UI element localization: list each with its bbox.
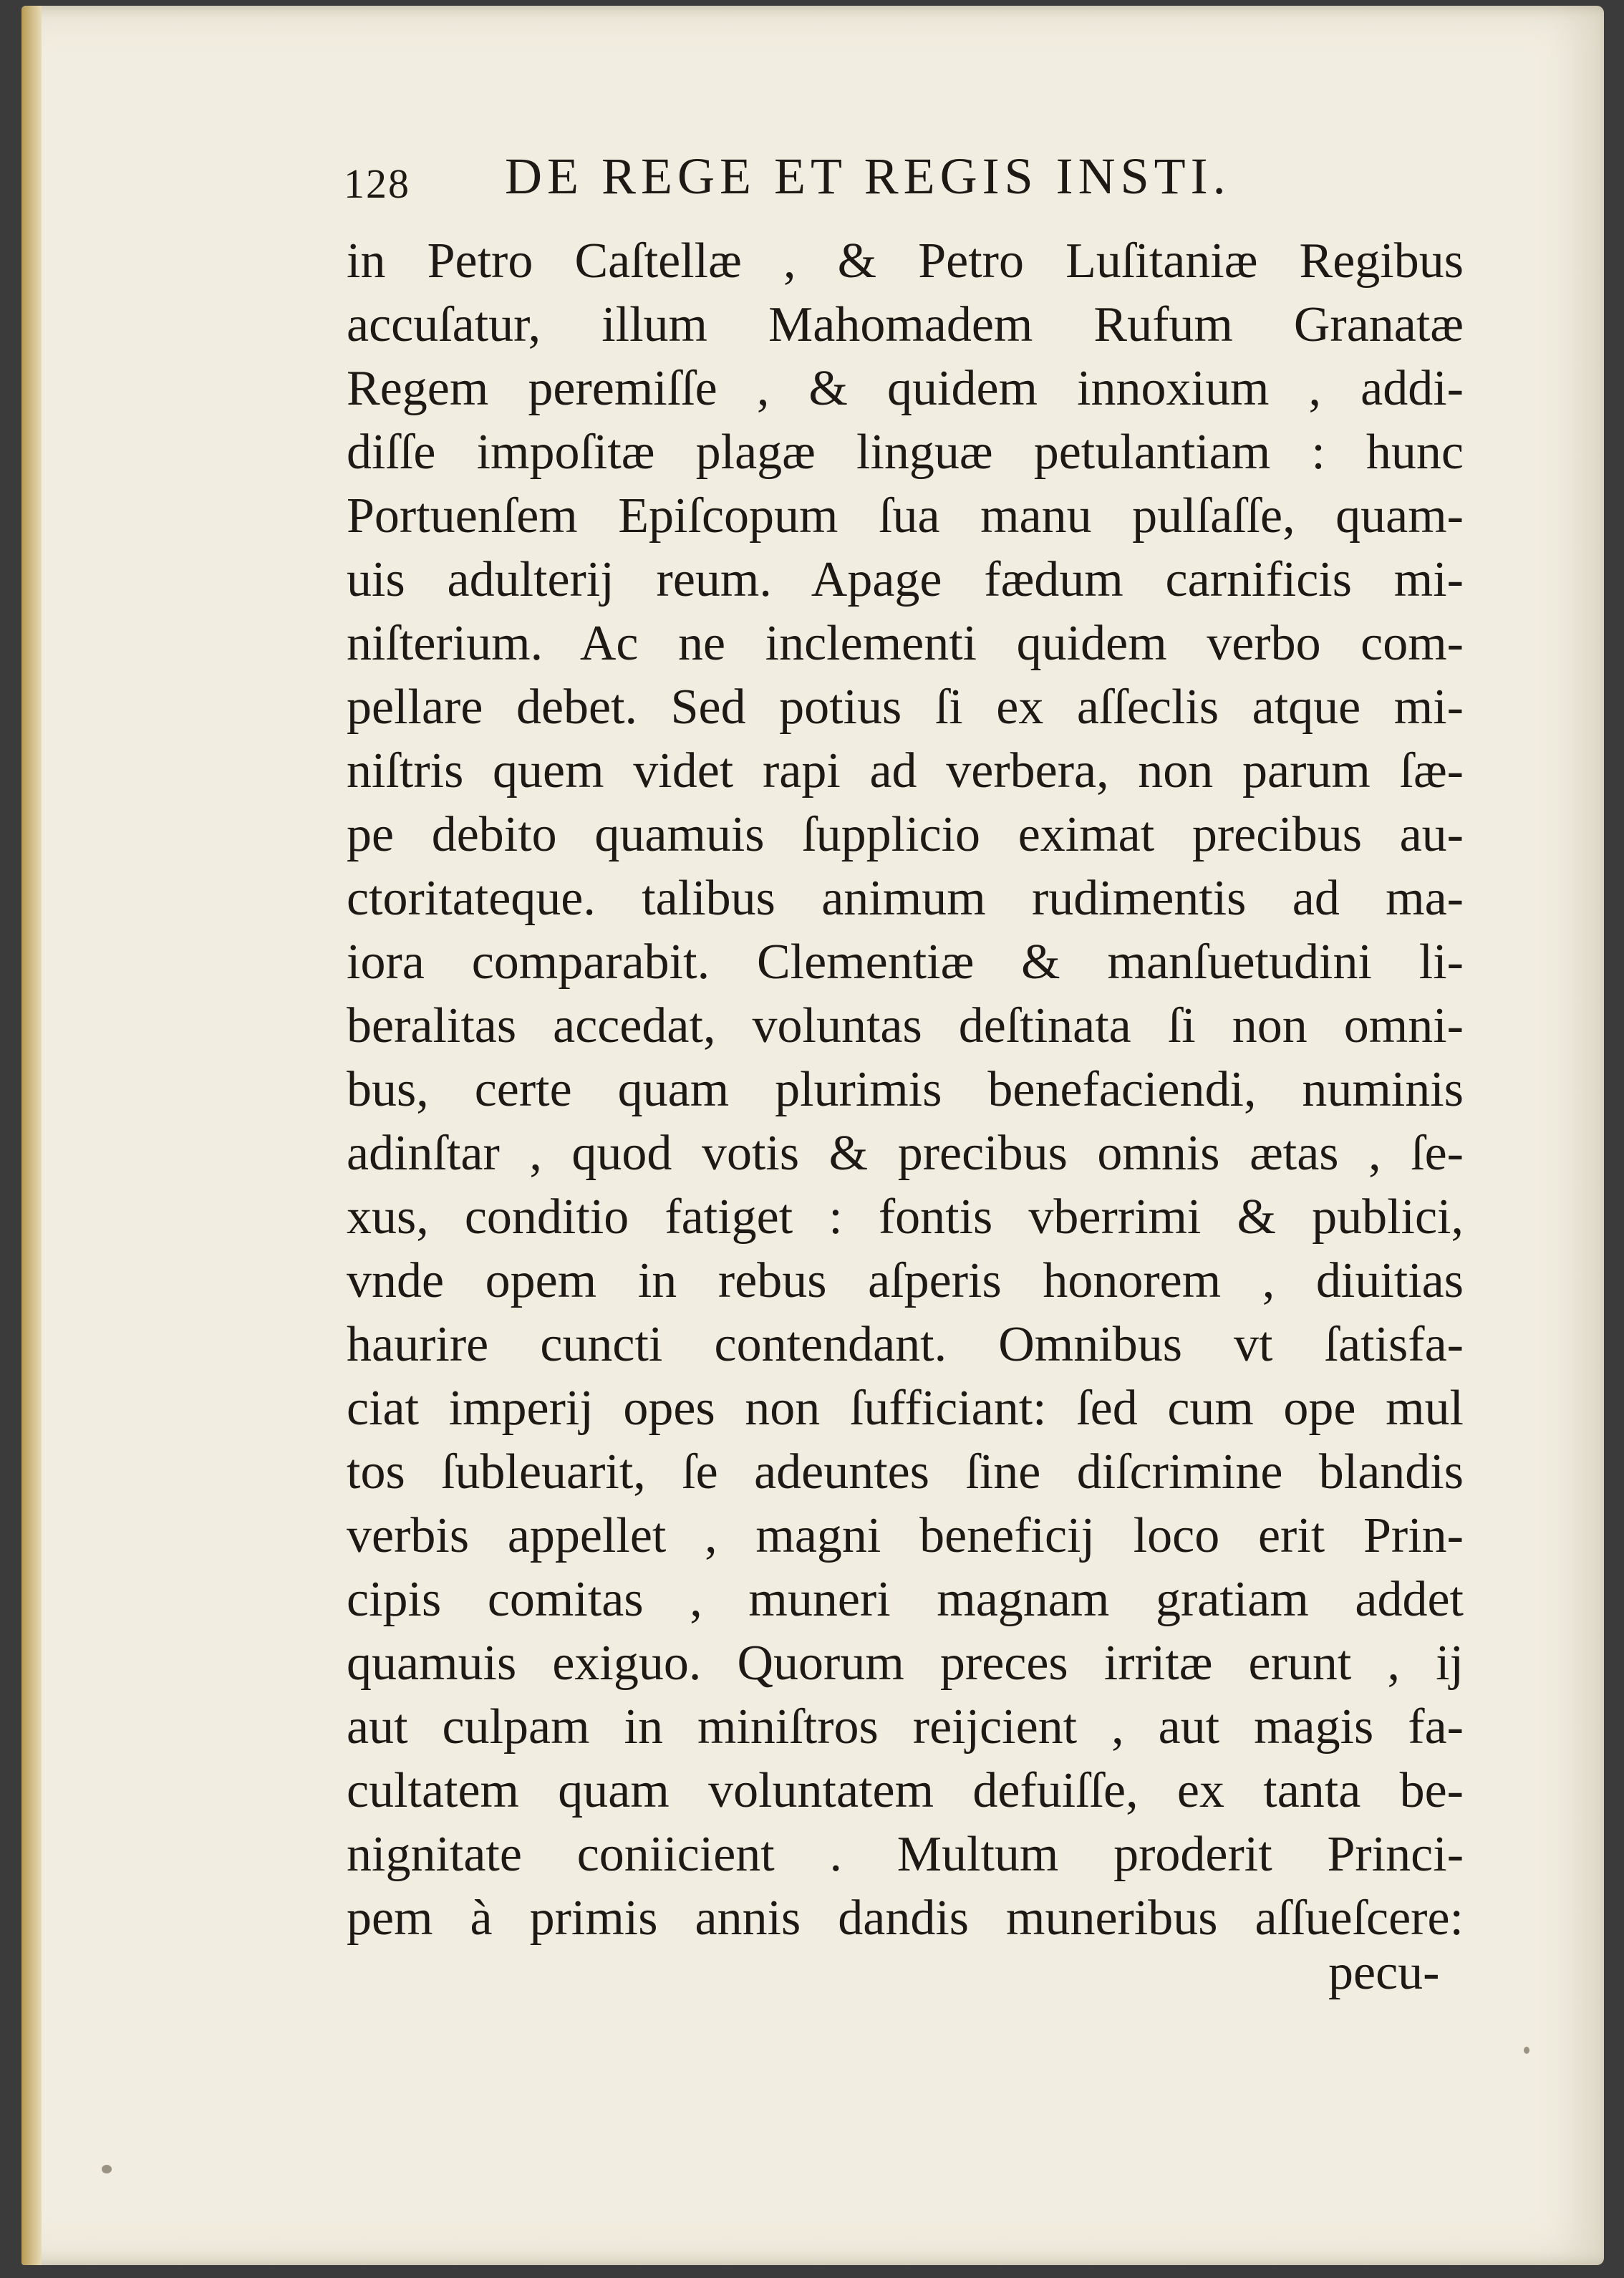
text-line: cultatem quam voluntatem defuiſſe, ex tanta be- [347, 1763, 1464, 1818]
text-line: pellare debet. Sed potius ſi ex aſſeclis atque mi- [347, 680, 1464, 735]
paper-speck [1524, 2047, 1529, 2054]
text-line: haurire cuncti contendant. Omnibus vt ſatisfa- [347, 1317, 1464, 1372]
running-head [344, 147, 1482, 211]
text-line: pe debito quamuis ſupplicio eximat precibus au- [347, 807, 1464, 862]
running-head-title: DE REGE ET REGIS INSTI. [505, 148, 1231, 205]
text-line: xus, conditio fatiget : fontis vberrimi & publici, [347, 1189, 1464, 1245]
text-line: bus, certe quam plurimis benefaciendi, numinis [347, 1062, 1464, 1117]
text-line: quamuis exiguo. Quorum preces irritæ erunt , ij [347, 1636, 1464, 1691]
text-line: ciat imperij opes non ſufficiant: ſed cum ope mul [347, 1381, 1464, 1436]
page-number: 128 [344, 160, 410, 207]
text-line: uis adulterij reum. Apage fædum carnificis mi- [347, 552, 1464, 607]
text-line: pem à primis annis dandis muneribus aſſueſcere: [347, 1891, 1464, 1946]
text-line: aut culpam in miniſtros reijcient , aut magis fa- [347, 1699, 1464, 1755]
text-line: niſtris quem videt rapi ad verbera, non parum ſæ- [347, 743, 1464, 798]
text-line: accuſatur, illum Mahomadem Rufum Granatæ [347, 297, 1464, 352]
text-line: iora comparabit. Clementiæ & manſuetudini li- [347, 935, 1464, 990]
text-line: vnde opem in rebus aſperis honorem , diuitias [347, 1253, 1464, 1308]
page-gutter [21, 6, 42, 2265]
text-line: tos ſubleuarit, ſe adeuntes ſine diſcrimine blandis [347, 1444, 1464, 1500]
text-line: in Petro Caſtellæ , & Petro Luſitaniæ Regibus [347, 233, 1464, 289]
paper-speck [102, 2165, 112, 2173]
text-line: verbis appellet , magni beneficij loco erit Prin- [347, 1508, 1464, 1563]
text-line: nignitate coniicient . Multum proderit Princi- [347, 1827, 1464, 1882]
text-line: niſterium. Ac ne inclementi quidem verbo com- [347, 616, 1464, 671]
text-line: beralitas accedat, voluntas deſtinata ſi non omni- [347, 998, 1464, 1053]
text-line: Portuenſem Epiſcopum ſua manu pulſaſſe, quam- [347, 488, 1464, 544]
text-line: cipis comitas , muneri magnam gratiam addet [347, 1572, 1464, 1627]
text-line: adinſtar , quod votis & precibus omnis ætas , ſe- [347, 1126, 1464, 1181]
body-text [347, 229, 1464, 1950]
text-line: diſſe impoſitæ plagæ linguæ petulantiam : hunc [347, 425, 1464, 480]
text-line: ctoritateque. talibus animum rudimentis ad ma- [347, 871, 1464, 926]
text-line: Regem peremiſſe , & quidem innoxium , addi- [347, 361, 1464, 416]
catchword: pecu- [1328, 1945, 1440, 2000]
